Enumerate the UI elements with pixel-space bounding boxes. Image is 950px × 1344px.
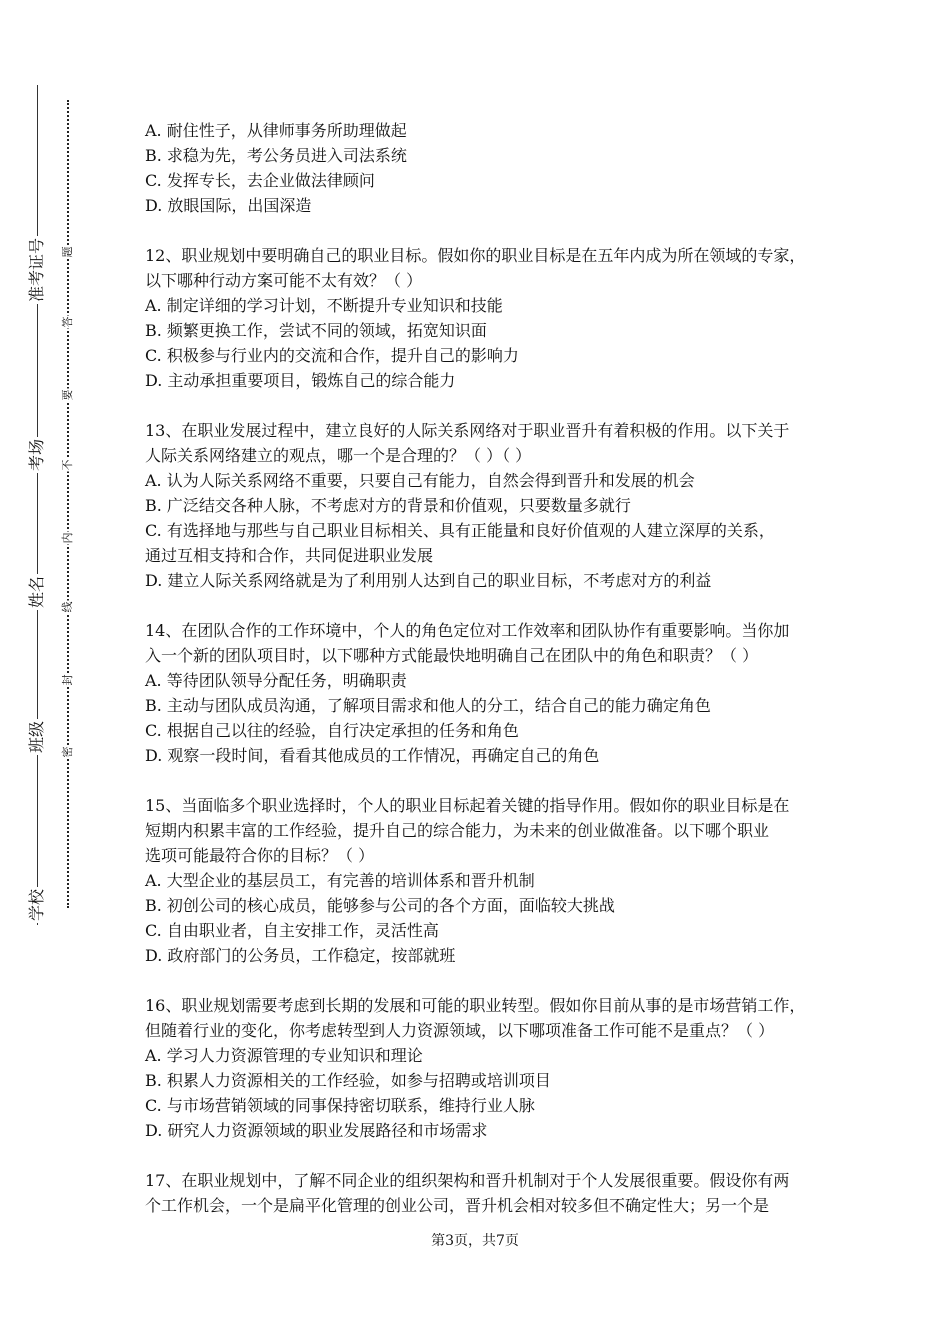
- answer-option: A. 认为人际关系网络不重要，只要自己有能力，自然会得到晋升和发展的机会: [145, 471, 695, 490]
- seal-char: 不: [61, 459, 74, 471]
- answer-option: A. 耐住性子，从律师事务所助理做起: [145, 121, 407, 140]
- seal-char: 封: [61, 674, 74, 686]
- field-label-school: 学校: [27, 888, 46, 922]
- answer-option: D. 观察一段时间，看看其他成员的工作情况，再确定自己的角色: [145, 746, 600, 765]
- question-stem-line: 入一个新的团队项目时，以下哪种方式能最快地明确自己在团队中的角色和职责？（ ）: [145, 646, 759, 665]
- page-number: 第3页，共7页: [431, 1233, 519, 1249]
- question-stem-line: 个工作机会，一个是扁平化管理的创业公司，晋升机会相对较多但不确定性大；另一个是: [145, 1196, 770, 1215]
- answer-option: 通过互相支持和合作，共同促进职业发展: [145, 546, 434, 565]
- answer-option: D. 建立人际关系网络就是为了利用别人达到自己的职业目标，不考虑对方的利益: [145, 571, 712, 590]
- question-stem-line: 以下哪种行动方案可能不太有效？（ ）: [145, 271, 423, 290]
- seal-char: 线: [61, 601, 74, 613]
- answer-option: D. 研究人力资源领域的职业发展路径和市场需求: [145, 1121, 488, 1140]
- seal-char: 内: [61, 532, 74, 544]
- field-label-exam-id: 准考证号: [27, 237, 46, 303]
- answer-option: C. 自由职业者，自主安排工作，灵活性高: [145, 921, 439, 940]
- answer-option: B. 主动与团队成员沟通，了解项目需求和他人的分工，结合自己的能力确定角色: [145, 696, 711, 715]
- question-block: [145, 618, 825, 768]
- answer-option: B. 初创公司的核心成员，能够参与公司的各个方面，面临较大挑战: [145, 896, 615, 915]
- answer-option: C. 与市场营销领域的同事保持密切联系，维持行业人脉: [145, 1096, 535, 1115]
- question-stem-line: 17、在职业规划中，了解不同企业的组织架构和晋升机制对于个人发展很重要。假设你有两: [145, 1171, 790, 1190]
- field-label-class: 班级: [27, 720, 46, 754]
- seal-dotted-line: [67, 100, 69, 908]
- question-list: [145, 118, 825, 1243]
- question-stem-line: 16、职业规划需要考虑到长期的发展和可能的职业转型。假如你目前从事的是市场营销工作，: [145, 996, 806, 1015]
- question-block: [145, 118, 825, 218]
- answer-option: D. 放眼国际，出国深造: [145, 196, 312, 215]
- question-stem-line: 短期内积累丰富的工作经验，提升自己的综合能力，为未来的创业做准备。以下哪个职业: [145, 821, 770, 840]
- question-stem-line: 12、职业规划中要明确自己的职业目标。假如你的职业目标是在五年内成为所在领域的专家，: [145, 246, 806, 265]
- answer-option: A. 学习人力资源管理的专业知识和理论: [145, 1046, 423, 1065]
- seal-char: 要: [61, 389, 74, 401]
- question-block: [145, 1168, 825, 1218]
- seal-char: 密: [61, 746, 74, 758]
- answer-option: B. 求稳为先，考公务员进入司法系统: [145, 146, 407, 165]
- answer-option: D. 政府部门的公务员，工作稳定，按部就班: [145, 946, 456, 965]
- question-stem-line: 13、在职业发展过程中，建立良好的人际关系网络对于职业晋升有着积极的作用。以下关于: [145, 421, 790, 440]
- answer-option: C. 根据自己以往的经验，自行决定承担的任务和角色: [145, 721, 519, 740]
- answer-option: B. 积累人力资源相关的工作经验，如参与招聘或培训项目: [145, 1071, 551, 1090]
- seal-char: 答: [61, 316, 74, 328]
- answer-option: A. 制定详细的学习计划，不断提升专业知识和技能: [145, 296, 503, 315]
- question-stem-line: 选项可能最符合你的目标？（ ）: [145, 846, 375, 865]
- answer-option: A. 大型企业的基层员工，有完善的培训体系和晋升机制: [145, 871, 535, 890]
- field-label-exam-room: 考场: [27, 438, 46, 472]
- question-stem-line: 14、在团队合作的工作环境中，个人的角色定位对工作效率和团队协作有重要影响。当你加: [145, 621, 790, 640]
- question-block: [145, 418, 825, 593]
- seal-char: 题: [61, 246, 74, 258]
- answer-option: B. 频繁更换工作，尝试不同的领域，拓宽知识面: [145, 321, 487, 340]
- question-stem-line: 但随着行业的变化，你考虑转型到人力资源领域，以下哪项准备工作可能不是重点？（ ）: [145, 1021, 775, 1040]
- question-stem-line: 15、当面临多个职业选择时，个人的职业目标起着关键的指导作用。假如你的职业目标是在: [145, 796, 790, 815]
- answer-option: C. 有选择地与那些与自己职业目标相关、具有正能量和良好价值观的人建立深厚的关系，: [145, 521, 775, 540]
- question-block: [145, 243, 825, 393]
- answer-option: D. 主动承担重要项目，锻炼自己的综合能力: [145, 371, 456, 390]
- answer-option: C. 积极参与行业内的交流和合作，提升自己的影响力: [145, 346, 519, 365]
- question-block: [145, 993, 825, 1143]
- question-stem-line: 人际关系网络建立的观点，哪一个是合理的？（ ）（ ）: [145, 446, 532, 465]
- answer-option: A. 等待团队领导分配任务，明确职责: [145, 671, 407, 690]
- field-label-name: 姓名: [27, 575, 46, 609]
- answer-option: B. 广泛结交各种人脉，不考虑对方的背景和价值观，只要数量多就行: [145, 496, 631, 515]
- answer-option: C. 发挥专长，去企业做法律顾问: [145, 171, 375, 190]
- binding-solid-line: [37, 85, 38, 925]
- question-block: [145, 793, 825, 968]
